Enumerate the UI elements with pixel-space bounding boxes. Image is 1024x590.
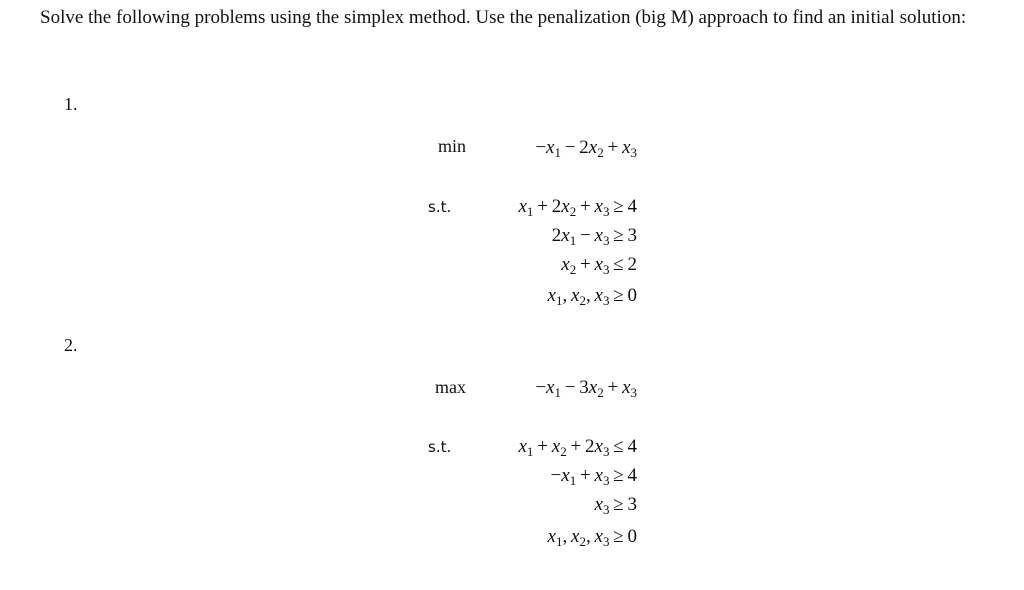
problem-2-objective-keyword: max — [435, 377, 466, 397]
problem-instructions: Solve the following problems using the simplex method. Use the penalization (big M) approach to find an initial solution: — [40, 7, 967, 28]
problem-1-nonnegativity: $x_1$, $x_2$, $x_3 \ge 0$ — [547, 285, 637, 308]
problem-1-subject-to: s.t. — [428, 198, 452, 216]
problem-1-constraint-1: $x_1 + 2x_2 + x_3 \ge 4$ — [518, 196, 637, 219]
problem-1-number: 1. — [64, 94, 78, 114]
problem-2-objective: $-x_1 - 3x_2 + x_3$ — [535, 377, 637, 400]
problem-1-constraint-3: $x_2 + x_3 \le 2$ — [561, 254, 637, 277]
problem-2-nonnegativity: $x_1$, $x_2$, $x_3 \ge 0$ — [547, 526, 637, 549]
problem-2-number: 2. — [64, 335, 78, 355]
problem-1-constraint-2: $2x_1 - x_3 \ge 3$ — [551, 225, 637, 248]
problem-2-constraint-3: $x_3 \ge 3$ — [594, 494, 637, 517]
problem-2-subject-to: s.t. — [428, 438, 452, 456]
problem-2-constraint-2: $-x_1 + x_3 \ge 4$ — [550, 465, 637, 488]
problem-2-constraint-1: $x_1 + x_2 + 2x_3 \le 4$ — [518, 436, 637, 459]
problem-1-objective-keyword: min — [438, 136, 467, 156]
problem-1-objective: $-x_1 - 2x_2 + x_3$ — [535, 137, 637, 160]
